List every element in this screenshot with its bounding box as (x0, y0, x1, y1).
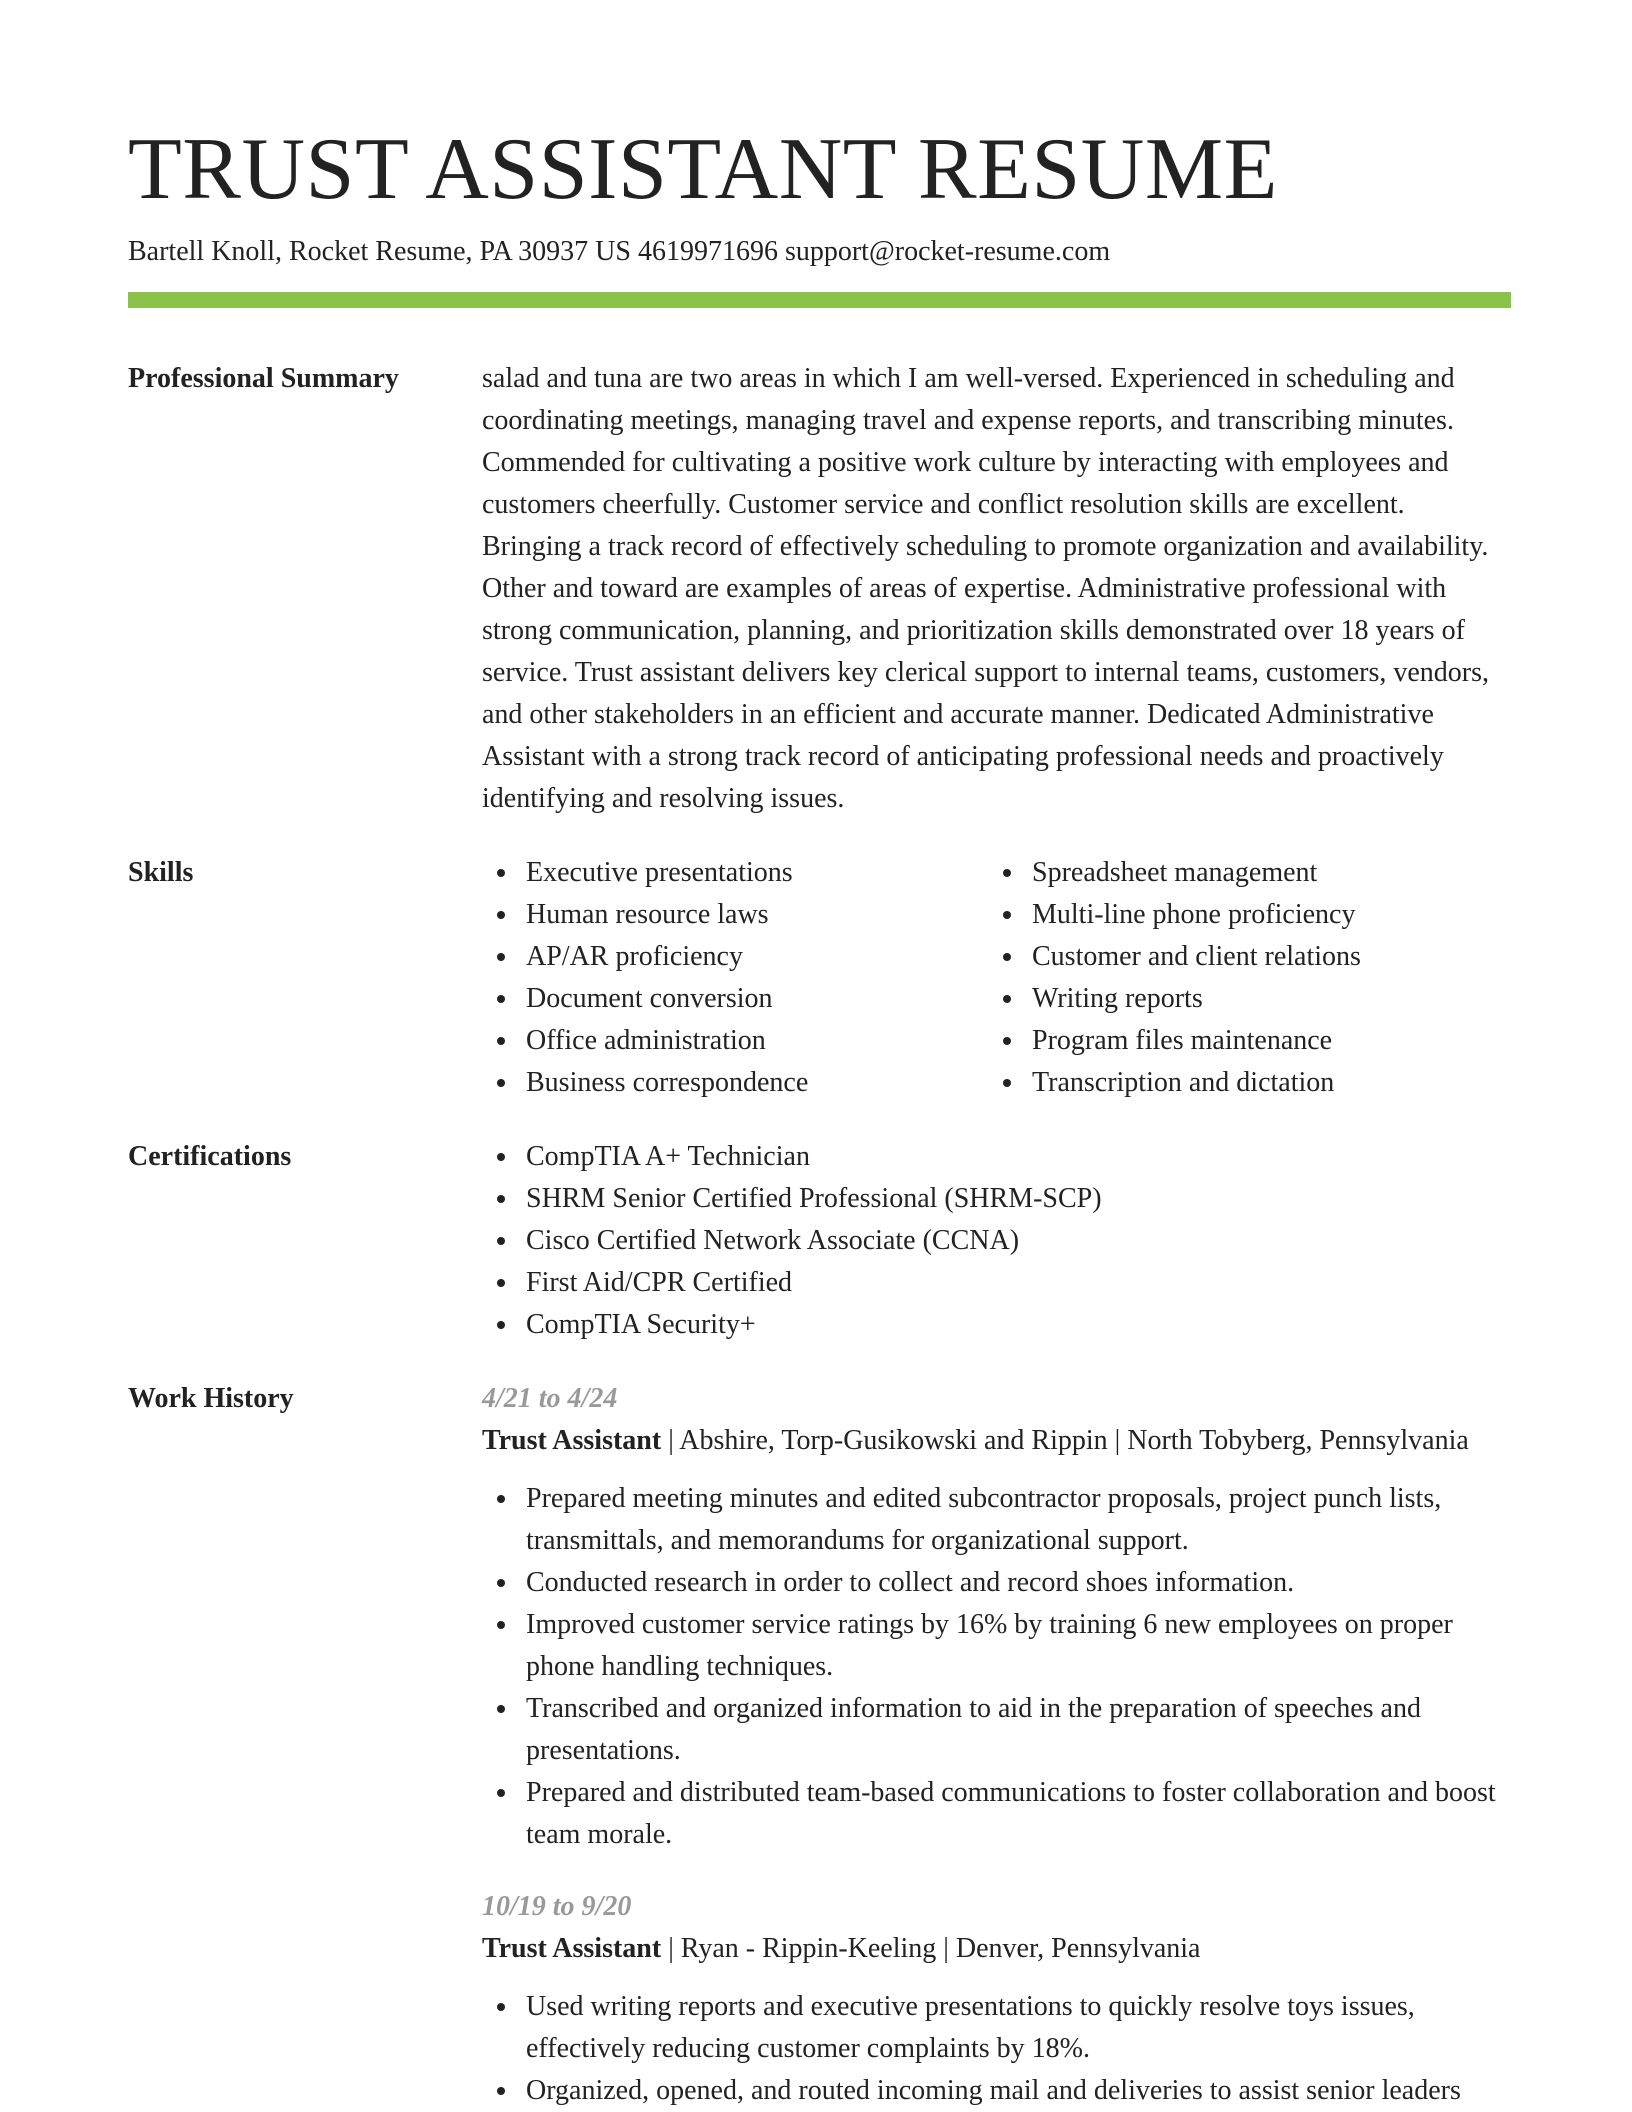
job-bullets (482, 1478, 1511, 1856)
certifications-list (482, 1136, 1511, 1346)
skill-item: Writing reports (988, 978, 1494, 1020)
job-bullet: Prepared and distributed team-based communications to foster collaboration and boost team morale. (482, 1772, 1511, 1856)
job-dates: 10/19 to 9/20 (482, 1891, 632, 1922)
skill-item: Program files maintenance (988, 1020, 1494, 1062)
skill-item: Customer and client relations (988, 936, 1494, 978)
job-title: Trust Assistant (482, 1425, 662, 1456)
skill-item: Document conversion (482, 978, 988, 1020)
certification-item: CompTIA Security+ (482, 1304, 1511, 1346)
certification-item: CompTIA A+ Technician (482, 1136, 1511, 1178)
certifications-section (128, 1136, 1511, 1346)
skills-section (128, 852, 1511, 1104)
certification-item: SHRM Senior Certified Professional (SHRM-SCP) (482, 1178, 1511, 1220)
skill-item: AP/AR proficiency (482, 936, 988, 978)
contact-line: Bartell Knoll, Rocket Resume, PA 30937 US 4619971696 support@rocket-resume.com (128, 236, 1111, 267)
skills-column-right (988, 852, 1494, 1104)
skills-column-left (482, 852, 988, 1104)
work-history-section (128, 1378, 1511, 2112)
skill-item: Executive presentations (482, 852, 988, 894)
section-label-skills: Skills (128, 857, 194, 888)
job-bullet: Prepared meeting minutes and edited subcontractor proposals, project punch lists, transmittals, and memorandums for organizational support. (482, 1478, 1511, 1562)
skill-item: Human resource laws (482, 894, 988, 936)
work-history-body (482, 1378, 1511, 2112)
certifications-body (482, 1136, 1511, 1346)
job-bullet: Improved customer service ratings by 16% by training 6 new employees on proper phone handling techniques. (482, 1604, 1511, 1688)
job-title: Trust Assistant (482, 1933, 662, 1964)
job-bullet: Used writing reports and executive presentations to quickly resolve toys issues, effectively reducing customer complaints by 18%. (482, 1986, 1511, 2070)
page-title: TRUST ASSISTANT RESUME (128, 121, 1278, 218)
job-employer-location: | Abshire, Torp-Gusikowski and Rippin | North Tobyberg, Pennsylvania (661, 1425, 1469, 1456)
certification-item: Cisco Certified Network Associate (CCNA) (482, 1220, 1511, 1262)
skills-body (482, 852, 1511, 1104)
job-bullet: Conducted research in order to collect and record shoes information. (482, 1562, 1511, 1604)
skills-grid (482, 852, 1511, 1104)
accent-divider (128, 292, 1511, 308)
skill-item: Multi-line phone proficiency (988, 894, 1494, 936)
skill-item: Spreadsheet management (988, 852, 1494, 894)
job-heading (482, 1928, 1511, 1970)
job-entry (482, 1886, 1511, 2112)
job-heading (482, 1420, 1511, 1462)
skill-item: Office administration (482, 1020, 988, 1062)
summary-section (128, 358, 1511, 820)
job-dates: 4/21 to 4/24 (482, 1383, 618, 1414)
certification-item: First Aid/CPR Certified (482, 1262, 1511, 1304)
summary-text: salad and tuna are two areas in which I am well-versed. Experienced in scheduling and coordinating meetings, managing travel and expense reports, and transcribing minutes. Commended for cultivating a positive work culture by interacting with employees and customers cheerfully. Customer service and conflict resolution skills are excellent. Bringing a track record of effectively scheduling to promote organization and availability. Other and toward are examples of areas of expertise. Administrative professional with strong communication, planning, and prioritization skills demonstrated over 18 years of service. Trust assistant delivers key clerical support to internal teams, customers, vendors, and other stakeholders in an efficient and accurate manner. Dedicated Administrative Assistant with a strong track record of anticipating professional needs and proactively identifying and resolving issues. (482, 363, 1490, 814)
resume-page (128, 118, 1511, 2112)
skill-item: Transcription and dictation (988, 1062, 1494, 1104)
job-employer-location: | Ryan - Rippin-Keeling | Denver, Pennsylvania (661, 1933, 1201, 1964)
section-label-summary: Professional Summary (128, 363, 399, 394)
skill-item: Business correspondence (482, 1062, 988, 1104)
job-entry (482, 1378, 1511, 1856)
job-bullets (482, 1986, 1511, 2112)
section-label-certifications: Certifications (128, 1141, 292, 1172)
job-bullet: Organized, opened, and routed incoming mail and deliveries to assist senior leaders (482, 2070, 1511, 2112)
job-bullet: Transcribed and organized information to aid in the preparation of speeches and presentations. (482, 1688, 1511, 1772)
section-label-work-history: Work History (128, 1383, 294, 1414)
